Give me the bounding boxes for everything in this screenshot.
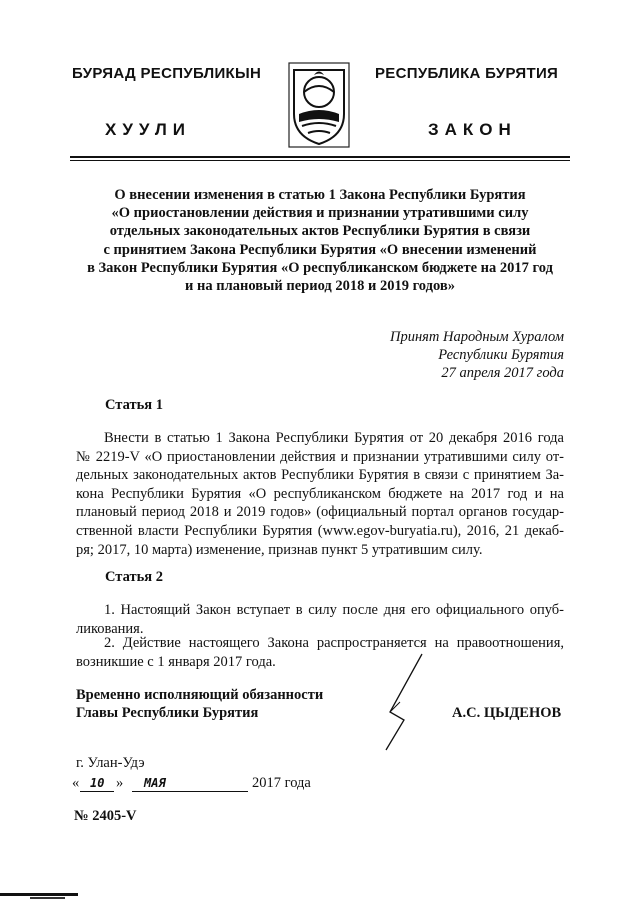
date-open-quote: « [72, 775, 80, 791]
scan-edge-line [0, 893, 78, 896]
date-close-quote: » [116, 775, 124, 791]
adopted-block [390, 328, 564, 382]
article1-line: ственной власти Республики Бурятия (www.egov-buryatia.ru), 2016, 21 декаб- [76, 522, 564, 539]
article2-paragraph1 [76, 601, 564, 638]
signatory-position [76, 686, 323, 722]
date-day-underline [80, 791, 114, 792]
article1-line: ря; 2017, 10 марта) изменение, признав пункт 5 утратившим силу. [76, 541, 483, 558]
header-rule-thin [70, 160, 570, 161]
title-line: О внесении изменения в статью 1 Закона Республики Бурятия [114, 187, 526, 203]
title-line: и на плановый период 2018 и 2019 годов» [185, 278, 455, 295]
adopted-line2: Республики Бурятия [438, 347, 564, 363]
header-right-top: РЕСПУБЛИКА БУРЯТИЯ [375, 65, 559, 82]
place-of-signing: г. Улан-Удэ [76, 755, 145, 771]
article2-heading: Статья 2 [105, 569, 163, 585]
handwritten-signature-icon [360, 650, 440, 755]
title-line: с принятием Закона Республики Бурятия «О внесении изменений [103, 241, 537, 258]
header-left-bottom: ХУУЛИ [105, 120, 191, 139]
article2-paragraph2 [76, 634, 564, 671]
law-title [60, 186, 580, 295]
article1-line: Внести в статью 1 Закона Республики Бурятия от 20 декабря 2016 года [104, 430, 564, 446]
article2-p1-line: ликования. [76, 620, 144, 637]
article1-line: № 2219-V «О приостановлении действия и признании утратившими силу от- [76, 448, 564, 465]
scan-edge-line [30, 897, 65, 899]
signing-date [72, 775, 332, 795]
date-year: 2017 года [252, 775, 311, 791]
date-month-underline [132, 791, 248, 792]
law-number: № 2405-V [74, 808, 137, 824]
article1-line: плановый период 2018 и 2019 годов» (официальный портал органов государ- [76, 504, 564, 521]
article2-p2-line: 2. Действие настоящего Закона распространяется на правоотношения, [104, 635, 564, 651]
article1-heading: Статья 1 [105, 397, 163, 413]
header-left-top: БУРЯАД РЕСПУБЛИКЫН [72, 65, 262, 82]
title-line: в Закон Республики Бурятия «О республиканском бюджете на 2017 год [87, 259, 553, 276]
date-day: 10 [90, 776, 105, 790]
article1-line: кона Республики Бурятия «О республиканском бюджете на 2017 год и на [76, 485, 564, 502]
article2-p2-line: возникшие с 1 января 2017 года. [76, 653, 276, 670]
header-right-bottom: ЗАКОН [428, 120, 517, 139]
signatory-position-line2: Главы Республики Бурятия [76, 705, 259, 721]
article2-p1-line: 1. Настоящий Закон вступает в силу после дня его официального опуб- [104, 602, 564, 618]
article1-line: дельных законодательных актов Республики Бурятия в связи с принятием За- [76, 467, 564, 484]
title-line: отдельных законодательных актов Республики Бурятия в связи [109, 223, 531, 240]
header-rule-thick [70, 156, 570, 158]
adopted-line3: 27 апреля 2017 года [441, 365, 564, 381]
signatory-position-line1: Временно исполняющий обязанности [76, 687, 324, 703]
coat-of-arms-emblem-icon [288, 62, 350, 148]
signatory-name: А.С. ЦЫДЕНОВ [452, 705, 562, 721]
article1-text [76, 429, 564, 559]
date-month: МАЯ [144, 776, 166, 790]
adopted-line1: Принят Народным Хуралом [389, 329, 564, 345]
title-line: «О приостановлении действия и признании утратившими силу [111, 205, 529, 222]
